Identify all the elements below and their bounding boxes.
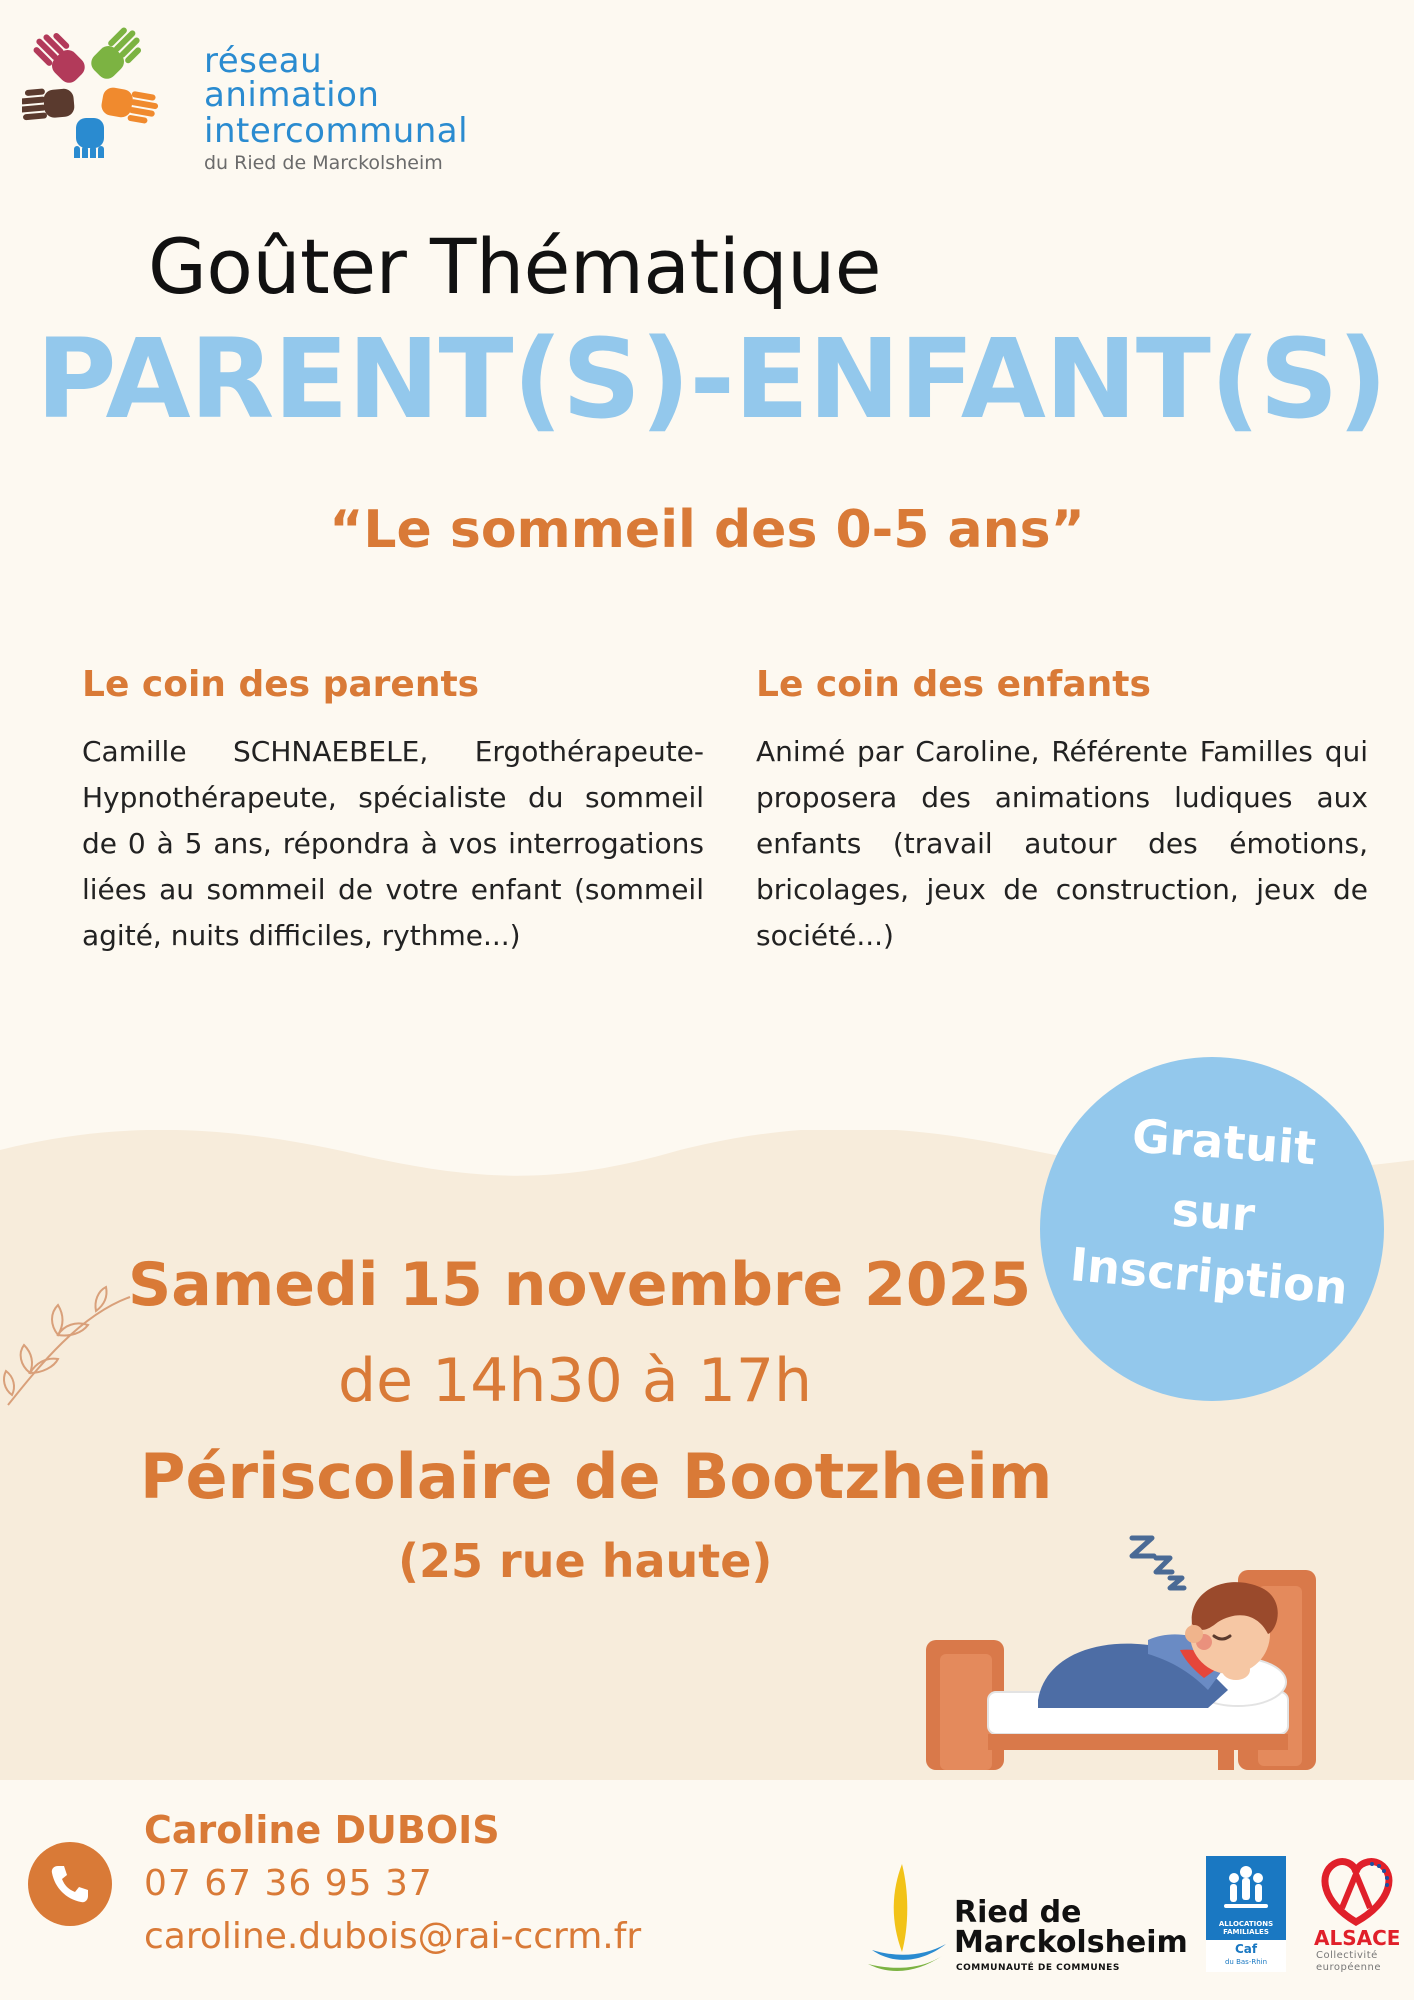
badge-line3: Inscription: [1068, 1236, 1350, 1316]
caf-line2: Caf: [1234, 1942, 1258, 1956]
title-big: PARENT(S)-ENFANT(S): [36, 315, 1387, 443]
children-text: Animé par Caroline, Référente Familles qui proposera des animations ludiques aux enfants (travail autour des émotions, bricolages, jeux de construction, jeux de société...): [756, 735, 1368, 952]
rdm-line3: COMMUNAUTÉ DE COMMUNES: [956, 1963, 1120, 1973]
rdm-emblem-icon: [862, 1860, 952, 1978]
caf-line1: ALLOCATIONS FAMILIALES: [1218, 1920, 1274, 1936]
parents-section: [82, 664, 704, 959]
alsace-logo: [1312, 1854, 1402, 1984]
caf-emblem-icon: [1206, 1856, 1286, 1920]
logo-line2: intercommunal: [204, 111, 469, 151]
caf-line3: du Bas-Rhin: [1224, 1958, 1268, 1966]
parents-heading: Le coin des parents: [82, 664, 480, 705]
alsace-line1: ALSACE: [1314, 1926, 1401, 1950]
badge-line2: sur: [1170, 1182, 1257, 1242]
hands-logo-icon: [22, 18, 192, 158]
ried-marckolsheim-logo: [862, 1860, 1188, 1978]
contact-email[interactable]: caroline.dubois@rai-ccrm.fr: [144, 1916, 642, 1957]
sleeping-child-illustration: [918, 1530, 1348, 1780]
leaf-sprig-icon: [0, 1255, 140, 1415]
alsace-line2: Collectivité: [1316, 1950, 1378, 1961]
rai-logo: [22, 18, 469, 174]
phone-icon[interactable]: [28, 1842, 112, 1926]
event-place: Périscolaire de Bootzheim: [140, 1440, 1053, 1513]
children-section: [756, 664, 1368, 959]
caf-logo: [1206, 1856, 1286, 1972]
rdm-line1: Ried de: [954, 1895, 1082, 1930]
event-address: (25 rue haute): [398, 1534, 773, 1588]
alsace-line3: européenne: [1316, 1962, 1381, 1973]
alsace-emblem-icon: [1312, 1854, 1402, 1926]
rdm-line2: Marckolsheim: [954, 1925, 1188, 1960]
event-time: de 14h30 à 17h: [338, 1346, 813, 1416]
title-small: Goûter Thématique: [148, 222, 882, 311]
badge-line1: Gratuit: [1130, 1108, 1318, 1176]
logo-line3: du Ried de Marckolsheim: [204, 152, 443, 174]
event-date: Samedi 15 novembre 2025: [128, 1250, 1032, 1320]
contact-name: Caroline DUBOIS: [144, 1808, 500, 1852]
children-heading: Le coin des enfants: [756, 664, 1151, 705]
logo-line1: réseau animation: [204, 41, 380, 115]
parents-text: Camille SCHNAEBELE, Ergothérapeute-Hypnothérapeute, spécialiste du sommeil de 0 à 5 ans, répondra à vos interrogations liées au sommeil de votre enfant (sommeil agité, nuits difficiles, rythme...): [82, 735, 704, 952]
free-registration-badge: [1040, 1057, 1384, 1401]
logo-text: [204, 41, 469, 174]
contact-phone[interactable]: 07 67 36 95 37: [144, 1863, 433, 1904]
subtitle: “Le sommeil des 0-5 ans”: [329, 500, 1085, 560]
